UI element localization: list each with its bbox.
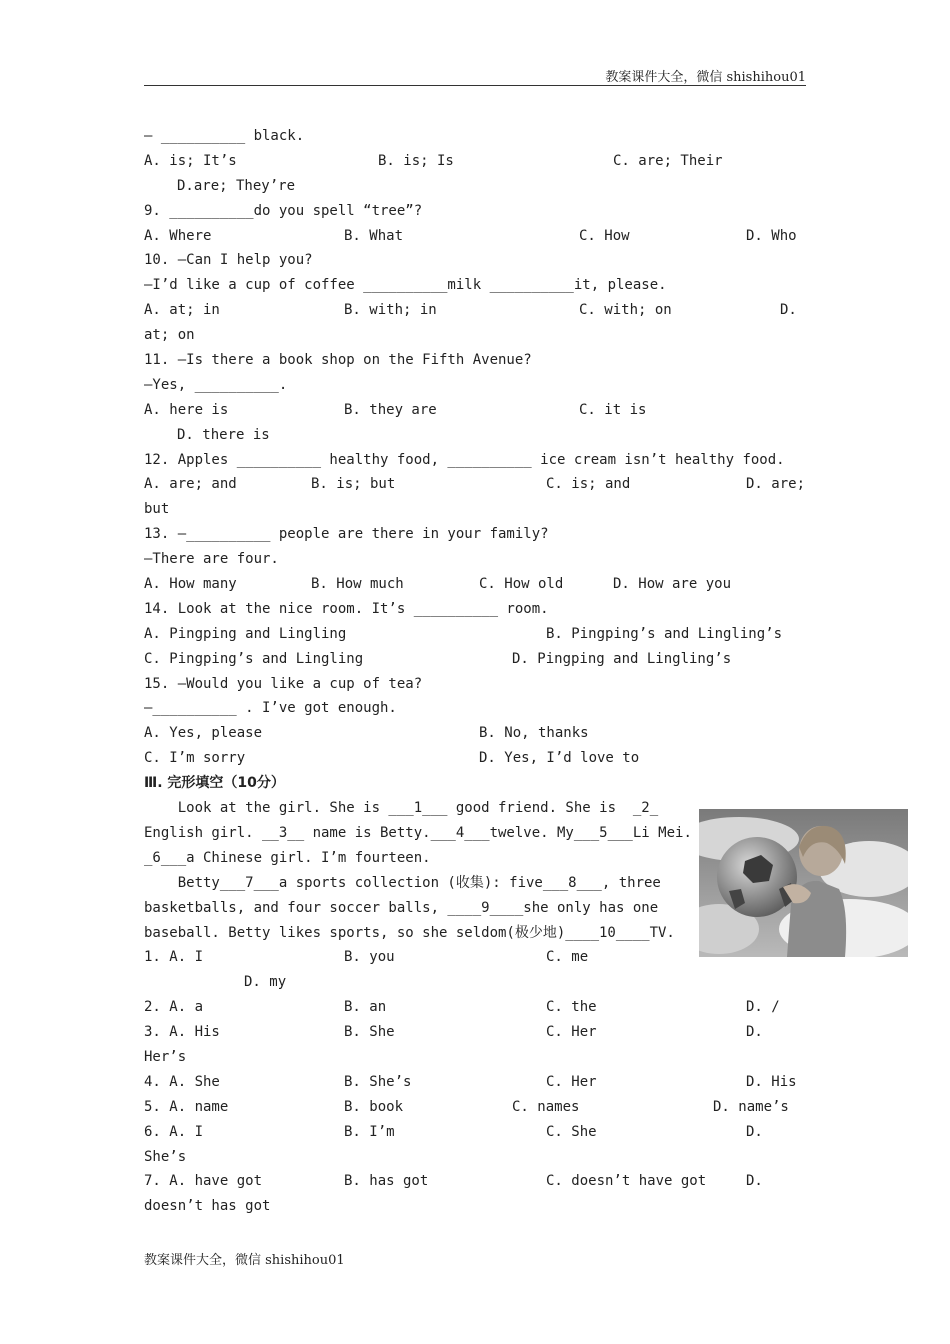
question-stem [144,522,806,547]
answer-option: D. Who [746,227,797,244]
section-heading: Ⅲ. 完形填空（10分） [144,775,285,792]
cloze-options-row [144,1194,806,1219]
question-stem-text: 9. __________do you spell “tree”? [144,202,423,219]
answer-option: A. here is [144,401,229,418]
answer-option: B. you [344,949,395,966]
answer-option: D. How are you [613,576,732,593]
answer-option: D. [746,1173,763,1190]
answer-option: 3. A. His [144,1024,220,1041]
answer-options-row [144,149,806,174]
answer-option: doesn’t has got [144,1198,271,1215]
answer-option: C. I’m sorry [144,750,246,767]
question-stem-text: 13. —__________ people are there in your family? [144,526,549,543]
question-stem [144,547,806,572]
question-stem-text: 10. —Can I help you? [144,252,313,269]
header-text: 教案课件大全，微信 shishihou01 [605,70,806,85]
question-stem [144,373,806,398]
answer-options-row [144,746,806,771]
answer-option: B. an [344,999,387,1016]
cloze-passage-text: baseball. Betty likes sports, so she seldom(极少地)____10____TV. [144,924,675,941]
answer-option: B. No, thanks [479,725,589,742]
answer-options-row [144,572,806,597]
answer-option: 4. A. She [144,1073,220,1090]
answer-option: A. How many [144,576,237,593]
answer-option: C. Her [546,1073,597,1090]
answer-options-row [144,721,806,746]
cloze-passage-text: basketballs, and four soccer balls, ____9____she only has one [144,899,659,916]
answer-options-row [144,622,806,647]
footer-text: 教案课件大全，微信 shishihou01 [144,1253,345,1268]
answer-option: D. [746,1024,763,1041]
answer-option: A. are; and [144,476,237,493]
answer-options-row [144,423,806,448]
answer-option: C. are; Their [613,152,723,169]
answer-option: D. / [746,999,780,1016]
answer-option: D. there is [177,426,270,443]
answer-option: 6. A. I [144,1123,204,1140]
girl-holding-soccer-ball-photo [699,809,908,957]
question-stem-text: 12. Apples __________ healthy food, __________ ice cream isn’t healthy food. [144,451,785,468]
answer-option: C. me [546,949,589,966]
cloze-options-row [144,1095,806,1120]
cloze-passage-text: English girl. __3__ name is Betty.___4___twelve. My___5___Li Mei. [144,824,692,841]
answer-option: B. is; Is [378,152,454,169]
answer-option: C. the [546,999,597,1016]
cloze-options-row [144,1145,806,1170]
answer-options-row [144,298,806,323]
answer-option: B. has got [344,1173,429,1190]
cloze-passage-text: Betty___7___a sports collection (收集): five___8___, three [144,874,661,891]
answer-option: B. they are [344,401,437,418]
question-stem-text: —Yes, __________. [144,376,288,393]
answer-option: 5. A. name [144,1098,229,1115]
question-stem [144,348,806,373]
answer-option: D. His [746,1073,797,1090]
question-stem [144,199,806,224]
answer-option: D. [746,1123,763,1140]
answer-option: D.are; They’re [177,177,296,194]
answer-options-row [144,497,806,522]
cloze-options-row [144,1045,806,1070]
answer-option: A. Pingping and Lingling [144,625,347,642]
question-stem [144,597,806,622]
answer-option: C. doesn’t have got [546,1173,707,1190]
question-stem-text: —__________ . I’ve got enough. [144,700,397,717]
cloze-options-row [144,1120,806,1145]
question-stem [144,273,806,298]
answer-option: B. Pingping’s and Lingling’s [546,625,783,642]
answer-option: C. names [512,1098,580,1115]
question-stem-text: 14. Look at the nice room. It’s __________ room. [144,600,549,617]
section-title [144,771,806,796]
question-stem-text: 11. —Is there a book shop on the Fifth Avenue? [144,352,532,369]
answer-option: A. Yes, please [144,725,263,742]
cloze-options-row [144,1020,806,1045]
answer-options-row [144,174,806,199]
cloze-passage-text: _6___a Chinese girl. I’m fourteen. [144,849,431,866]
answer-option: B. How much [311,576,404,593]
answer-option: 2. A. a [144,999,204,1016]
answer-option: C. it is [579,401,647,418]
answer-option: D. name’s [713,1098,789,1115]
cloze-passage-text: Look at the girl. She is ___1___ good friend. She is _2_ [144,800,659,817]
answer-option: B. I’m [344,1123,395,1140]
question-stem-text: — __________ black. [144,128,305,144]
answer-option: D. are; [746,476,806,493]
answer-option: at; on [144,327,195,344]
answer-option: B. is; but [311,476,396,493]
cloze-options-row [144,1070,806,1095]
question-stem [144,248,806,273]
answer-options-row [144,472,806,497]
answer-option: B. What [344,227,404,244]
answer-option: A. Where [144,227,212,244]
answer-option: C. How old [479,576,564,593]
question-stem-text: 15. —Would you like a cup of tea? [144,675,423,692]
answer-option: 7. A. have got [144,1173,263,1190]
answer-option: C. She [546,1123,597,1140]
answer-option: Her’s [144,1048,187,1065]
question-stem-text: —There are four. [144,551,279,568]
cloze-options-row [144,1169,806,1194]
answer-options-row [144,647,806,672]
answer-option: D. Yes, I’d love to [479,750,640,767]
answer-option: C. is; and [546,476,631,493]
question-stem [144,448,806,473]
answer-option: D. my [244,974,287,991]
answer-option: B. book [344,1098,404,1115]
question-stem [144,672,806,697]
answer-option: A. is; It’s [144,152,237,169]
answer-option: C. Pingping’s and Lingling [144,650,364,667]
answer-option: 1. A. I [144,949,204,966]
answer-option: C. How [579,227,630,244]
answer-option: D. Pingping and Lingling’s [512,650,732,667]
answer-option: C. with; on [579,302,672,319]
answer-option: B. She’s [344,1073,412,1090]
answer-option: but [144,501,170,518]
answer-option: D. [780,302,797,319]
answer-options-row [144,224,806,249]
cloze-options-row [144,970,806,995]
answer-options-row [144,323,806,348]
cloze-options-row [144,995,806,1020]
question-stem-text: —I’d like a cup of coffee __________milk __________it, please. [144,277,667,294]
answer-option: B. with; in [344,302,437,319]
answer-options-row [144,398,806,423]
answer-option: C. Her [546,1024,597,1041]
answer-option: B. She [344,1024,395,1041]
document-body [144,124,806,1219]
header-rule [144,85,806,86]
answer-option: She’s [144,1148,187,1165]
question-stem [144,124,806,149]
answer-option: A. at; in [144,302,220,319]
question-stem [144,696,806,721]
